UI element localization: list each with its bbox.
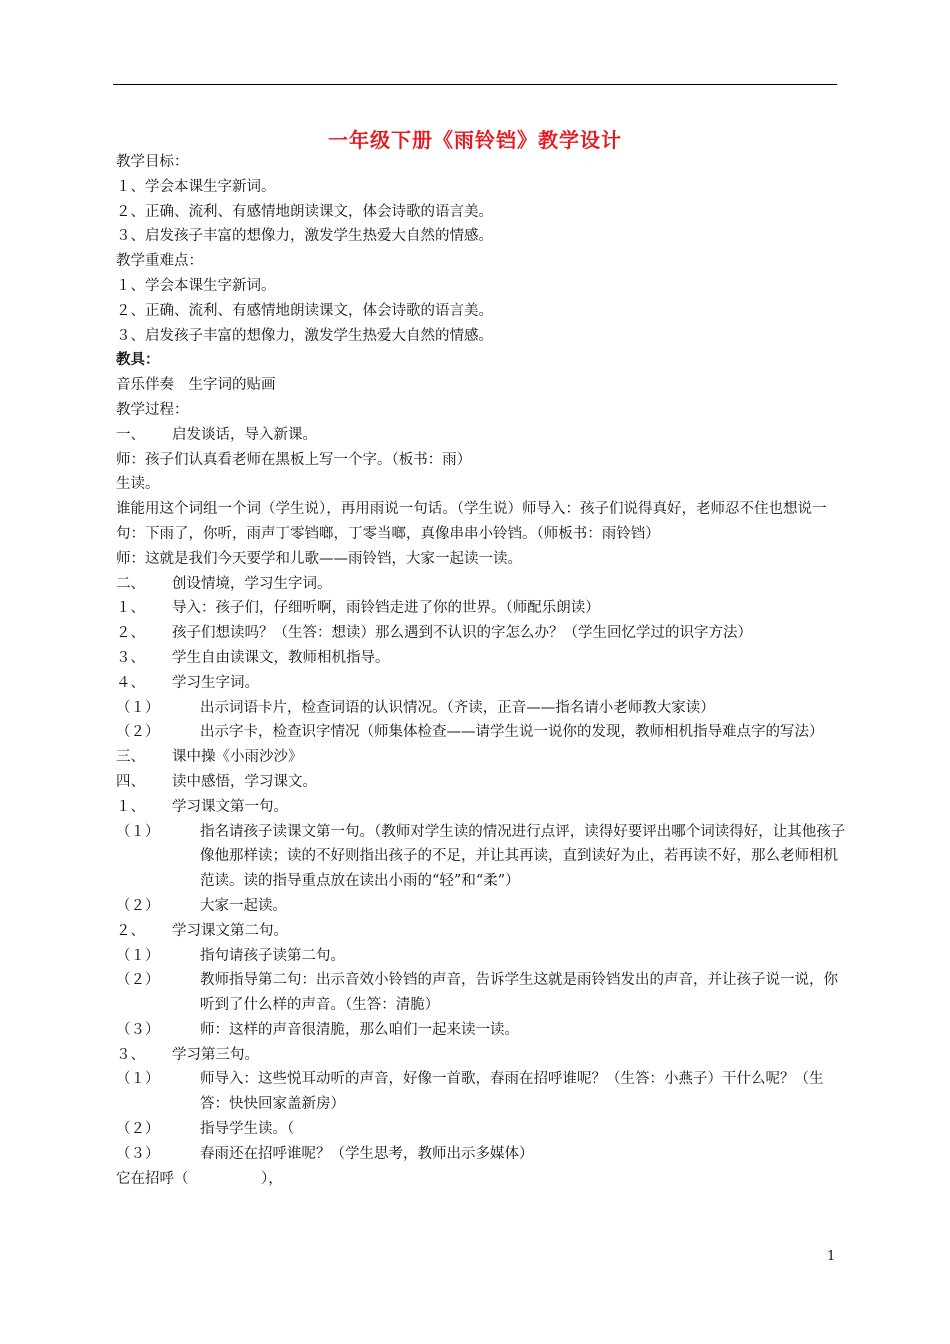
text-line: ３、启发孩子丰富的想像力，激发学生热爱大自然的情感。 xyxy=(116,327,493,344)
item-marker: （１） xyxy=(116,1071,160,1088)
item-marker: （３） xyxy=(116,1145,160,1162)
sub-item xyxy=(116,1117,846,1142)
item-marker: ４、 xyxy=(116,674,145,691)
item-text: 学习课文第二句。 xyxy=(172,922,288,939)
sub-item xyxy=(116,1142,846,1167)
numbered-item xyxy=(116,770,846,795)
item-text: 创设情境，学习生字词。 xyxy=(172,575,332,592)
text-line: 教学目标： xyxy=(116,154,189,170)
item-text: 学习第三句。 xyxy=(172,1046,259,1063)
text-line: 音乐伴奏 生字词的贴画 xyxy=(116,377,276,394)
item-marker: 二、 xyxy=(116,575,145,592)
item-marker: ２、 xyxy=(116,922,145,939)
sub-item xyxy=(116,894,846,919)
sub-item xyxy=(116,944,846,969)
sub-item xyxy=(116,720,846,745)
item-text: 出示词语卡片，检查词语的认识情况。（齐读，正音——指名请小老师教大家读） xyxy=(200,699,715,716)
text-line: １、学会本课生字新词。 xyxy=(116,178,276,195)
text-line: 教学过程： xyxy=(116,401,189,418)
text-line: 师：孩子们认真看老师在黑板上写一个字。（板书：雨） xyxy=(116,451,472,468)
item-marker: 三、 xyxy=(116,749,145,766)
item-marker: ３、 xyxy=(116,1046,145,1063)
item-marker: （３） xyxy=(116,1021,160,1038)
numbered-item xyxy=(116,671,846,696)
document-title: 一年级下册《雨铃铛》教学设计 xyxy=(328,128,622,152)
item-text: 指名请孩子读课文第一句。（教师对学生读的情况进行点评，读得好要评出哪个词读得好，让其他孩子像他那样读；读的不好则指出孩子的不足，并让其再读，直到读好为止，若再读不好，那么老师相机范读。读的指导重点放在读出小雨的“轻”和“柔”） xyxy=(200,823,846,890)
sub-item xyxy=(116,820,846,894)
text-line: 谁能用这个词组一个词（学生说），再用雨说一句话。（学生说）师导入：孩子们说得真好，老师忍不住也想说一句：下雨了，你听，雨声丁零铛啷，丁零当啷，真像串串小铃铛。（师板书：雨铃铛） xyxy=(116,501,827,542)
item-text: 学生自由读课文，教师相机指导。 xyxy=(172,649,390,666)
sub-item xyxy=(116,696,846,721)
numbered-item xyxy=(116,919,846,944)
item-marker: （１） xyxy=(116,823,160,840)
sub-item xyxy=(116,1018,846,1043)
item-marker: （１） xyxy=(116,699,160,716)
item-marker: ３、 xyxy=(116,649,145,666)
item-marker: １、 xyxy=(116,798,145,815)
document-body xyxy=(116,150,846,1191)
item-marker: （２） xyxy=(116,897,160,914)
numbered-item xyxy=(116,423,846,448)
item-marker: 四、 xyxy=(116,773,145,790)
text-line: １、学会本课生字新词。 xyxy=(116,277,276,294)
text-line: ２、正确、流利、有感情地朗读课文，体会诗歌的语言美。 xyxy=(116,203,493,220)
item-text: 出示字卡，检查识字情况（师集体检查——请学生说一说你的发现，教师相机指导难点字的写法） xyxy=(200,724,824,741)
header-rule xyxy=(113,84,837,85)
item-text: 指导学生读。（ xyxy=(200,1121,295,1138)
text-line: ３、启发孩子丰富的想像力，激发学生热爱大自然的情感。 xyxy=(116,228,493,245)
text-line: 教具： xyxy=(116,351,160,369)
numbered-item xyxy=(116,621,846,646)
sub-item xyxy=(116,968,846,1018)
text-line: 生读。 xyxy=(116,476,160,493)
item-text: 孩子们想读吗？（生答：想读）那么遇到不认识的字怎么办？（学生回忆学过的识字方法） xyxy=(172,625,752,642)
numbered-item xyxy=(116,646,846,671)
item-marker: ２、 xyxy=(116,625,145,642)
item-marker: （２） xyxy=(116,724,160,741)
item-text: 启发谈话，导入新课。 xyxy=(172,426,317,443)
numbered-item xyxy=(116,795,846,820)
item-text: 春雨还在招呼谁呢？（学生思考，教师出示多媒体） xyxy=(200,1145,534,1162)
item-text: 导入：孩子们，仔细听啊，雨铃铛走进了你的世界。（师配乐朗读） xyxy=(172,600,600,617)
item-text: 教师指导第二句：出示音效小铃铛的声音，告诉学生这就是雨铃铛发出的声音，并让孩子说一说，你听到了什么样的声音。（生答：清脆） xyxy=(200,972,838,1014)
text-line: 它在招呼（ ）， xyxy=(116,1170,283,1187)
item-text: 学习生字词。 xyxy=(172,674,259,691)
item-text: 师导入：这些悦耳动听的声音，好像一首歌，春雨在招呼谁呢？（生答：小燕子）干什么呢？（生答：快快回家盖新房） xyxy=(200,1071,824,1113)
item-text: 师：这样的声音很清脆，那么咱们一起来读一读。 xyxy=(200,1021,519,1038)
text-line: 教学重难点： xyxy=(116,253,203,270)
item-text: 学习课文第一句。 xyxy=(172,798,288,815)
item-text: 指句请孩子读第二句。 xyxy=(200,947,345,964)
item-marker: （２） xyxy=(116,1121,160,1138)
item-text: 课中操《小雨沙沙》 xyxy=(172,749,303,766)
numbered-item xyxy=(116,572,846,597)
numbered-item xyxy=(116,745,846,770)
text-line: 师：这就是我们今天要学和儿歌——雨铃铛，大家一起读一读。 xyxy=(116,550,522,567)
item-marker: （２） xyxy=(116,972,160,989)
sub-item xyxy=(116,1067,846,1117)
item-text: 大家一起读。 xyxy=(200,897,287,914)
numbered-item xyxy=(116,596,846,621)
numbered-item xyxy=(116,1043,846,1068)
text-line: ２、正确、流利、有感情地朗读课文，体会诗歌的语言美。 xyxy=(116,302,493,319)
item-marker: 一、 xyxy=(116,426,145,443)
item-marker: １、 xyxy=(116,600,145,617)
item-marker: （１） xyxy=(116,947,160,964)
page-number: 1 xyxy=(827,1249,836,1264)
item-text: 读中感悟，学习课文。 xyxy=(172,773,317,790)
